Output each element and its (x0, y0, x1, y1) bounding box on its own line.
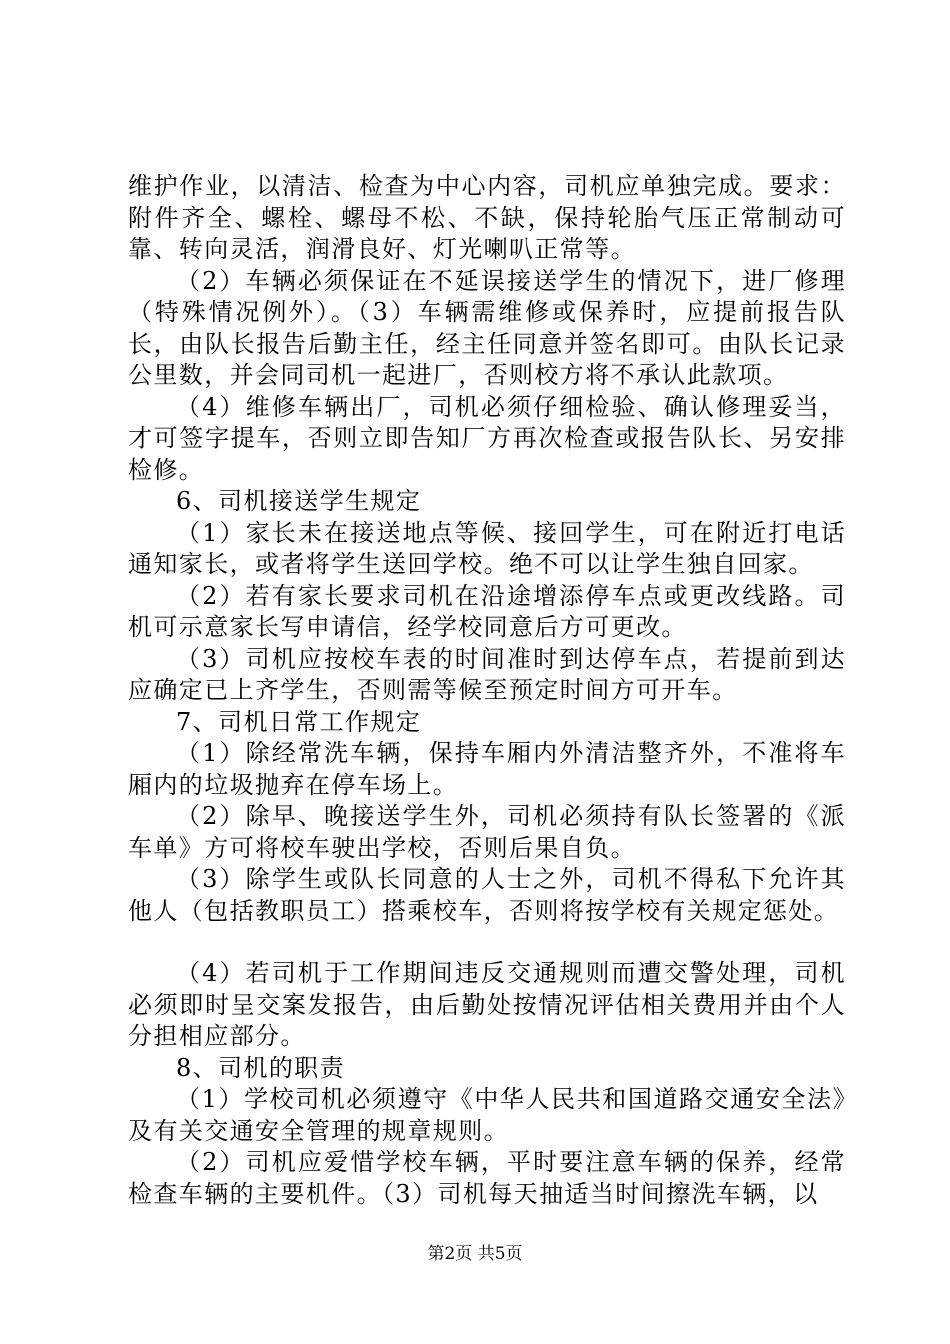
page-number-footer: 第2页 共5页 (427, 1244, 523, 1264)
paragraph-daily-rule-3: （3）除学生或队长同意的人士之外，司机不得私下允许其他人（包括教职员工）搭乘校车，否则将按学校有关规定惩处。 (128, 865, 846, 925)
paragraph-daily-rule-4: （4）若司机于工作期间违反交通规则而遭交警处理，司机必须即时呈交案发报告，由后勤处按情况评估相关费用并由个人分担相应部分。 (128, 959, 846, 1050)
paragraph-maintenance-requirements: 维护作业，以清洁、检查为中心内容，司机应单独完成。要求：附件齐全、螺栓、螺母不松、不缺，保持轮胎气压正常制动可靠、转向灵活，润滑良好、灯光喇叭正常等。 (128, 172, 846, 263)
section-heading-7: 7、司机日常工作规定 (176, 707, 422, 736)
paragraph-repair-rule-2-3: （2）车辆必须保证在不延误接送学生的情况下，进厂修理（特殊情况例外）。（3）车辆需维修或保养时，应提前报告队长，由队长报告后勤主任，经主任同意并签名即可。由队长记录公里数，并会同司机一起进厂，否则校方将不承认此款项。 (128, 266, 846, 389)
paragraph-pickup-rule-1: （1）家长未在接送地点等候、接回学生，可在附近打电话通知家长，或者将学生送回学校。绝不可以让学生独自回家。 (128, 518, 846, 578)
paragraph-daily-rule-2: （2）除早、晚接送学生外，司机必须持有队长签署的《派车单》方可将校车驶出学校，否则后果自负。 (128, 802, 846, 862)
paragraph-duty-2-3: （2）司机应爱惜学校车辆，平时要注意车辆的保养，经常检查车辆的主要机件。（3）司机每天抽适当时间擦洗车辆，以 (128, 1148, 846, 1208)
paragraph-repair-rule-4: （4）维修车辆出厂，司机必须仔细检验、确认修理妥当，才可签字提车，否则立即告知厂方再次检查或报告队长、另安排检修。 (128, 392, 846, 484)
section-heading-6: 6、司机接送学生规定 (176, 487, 422, 515)
paragraph-daily-rule-1: （1）除经常洗车辆，保持车厢内外清洁整齐外，不准将车厢内的垃圾抛弃在停车场上。 (128, 739, 846, 799)
paragraph-pickup-rule-2: （2）若有家长要求司机在沿途增添停车点或更改线路。司机可示意家长写申请信，经学校同意后方可更改。 (128, 581, 846, 641)
paragraph-duty-1: （1）学校司机必须遵守《中华人民共和国道路交通安全法》及有关交通安全管理的规章规则。 (128, 1085, 846, 1145)
section-heading-8: 8、司机的职责 (176, 1053, 346, 1082)
paragraph-pickup-rule-3: （3）司机应按校车表的时间准时到达停车点，若提前到达应确定已上齐学生，否则需等候至预定时间方可开车。 (128, 644, 846, 704)
document-body (128, 171, 846, 1210)
